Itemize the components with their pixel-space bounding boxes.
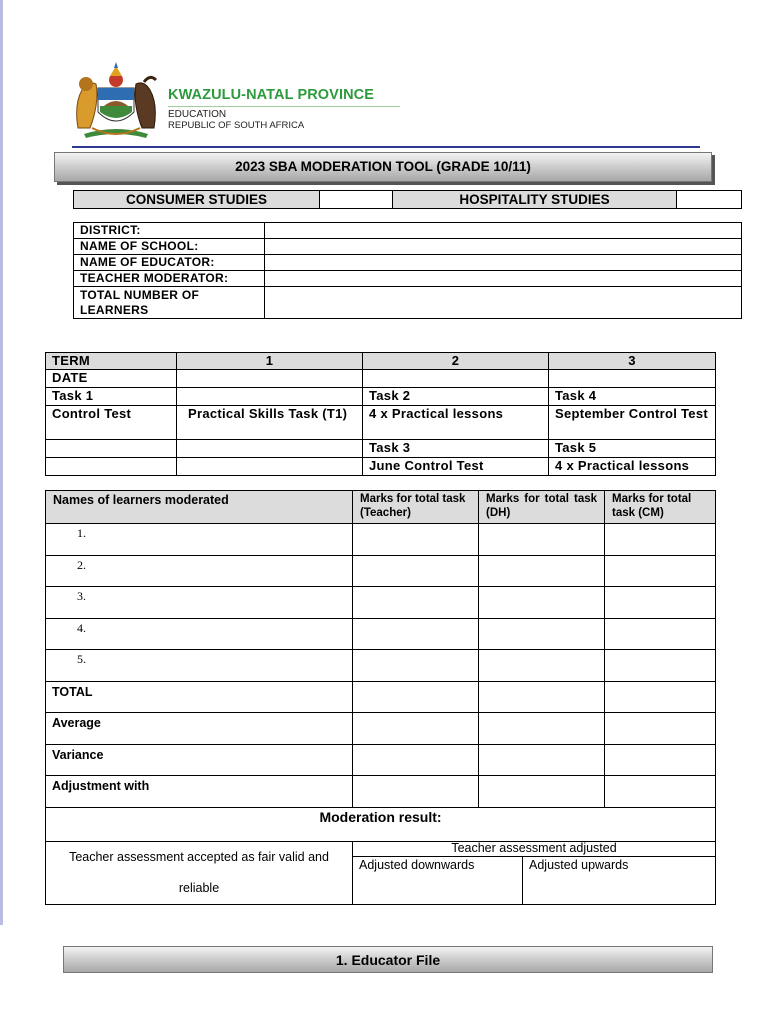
term-cell: Task 2 [363, 388, 549, 406]
total-label: TOTAL [46, 681, 353, 713]
province-name: KWAZULU-NATAL PROVINCE [168, 87, 374, 103]
term-date-cell[interactable] [549, 370, 716, 388]
variance-label: Variance [46, 744, 353, 776]
mark-cell[interactable] [479, 713, 605, 745]
field-label-moderator: TEACHER MODERATOR: [74, 271, 265, 287]
term-date-cell[interactable] [177, 370, 363, 388]
term-cell: Task 1 [46, 388, 177, 406]
term-cell: Task 5 [549, 440, 716, 458]
term-row-label: DATE [46, 370, 177, 388]
mark-cell[interactable] [353, 587, 479, 619]
section-title-educator-file: 1. Educator File [63, 946, 713, 973]
learner-number: 3. [46, 587, 353, 619]
term-cell [46, 440, 177, 458]
learner-number: 4. [46, 618, 353, 650]
mark-cell[interactable] [353, 650, 479, 682]
term-header: TERM [46, 353, 177, 370]
mark-cell[interactable] [479, 555, 605, 587]
average-label: Average [46, 713, 353, 745]
mark-cell[interactable] [479, 587, 605, 619]
mark-cell[interactable] [353, 524, 479, 556]
mark-cell[interactable] [479, 776, 605, 808]
learner-number: 2. [46, 555, 353, 587]
mark-cell[interactable] [605, 587, 716, 619]
term-cell-text: Practical Skills Task (T1) [188, 406, 348, 421]
term-cell: Control Test [46, 406, 177, 440]
term-cell: 4 x Practical lessons [549, 458, 716, 476]
term-tasks-table [45, 352, 716, 476]
learners-moderation-table [45, 490, 716, 905]
learners-names-header: Names of learners moderated [46, 491, 353, 524]
term-cell [46, 458, 177, 476]
learner-number: 1. [46, 524, 353, 556]
term-cell: Task 3 [363, 440, 549, 458]
school-info-table [73, 222, 742, 319]
term-2-header: 2 [363, 353, 549, 370]
mark-cell[interactable] [353, 744, 479, 776]
field-value-moderator[interactable] [265, 271, 742, 287]
mark-cell[interactable] [353, 618, 479, 650]
term-cell [177, 458, 363, 476]
term-cell [177, 388, 363, 406]
term-cell [177, 440, 363, 458]
mark-cell[interactable] [605, 650, 716, 682]
subjects-table [73, 190, 742, 209]
field-value-total-learners[interactable] [265, 287, 742, 319]
marks-teacher-header: Marks for total task (Teacher) [353, 491, 479, 524]
subject-consumer-studies-checkbox[interactable] [320, 191, 393, 209]
mark-cell[interactable] [479, 681, 605, 713]
field-label-district: DISTRICT: [74, 223, 265, 239]
document-title: 2023 SBA MODERATION TOOL (GRADE 10/11) [54, 152, 712, 182]
adjustment-label: Adjustment with [46, 776, 353, 808]
department-name: EDUCATION [168, 109, 227, 120]
country-name: REPUBLIC OF SOUTH AFRICA [168, 120, 305, 131]
mark-cell[interactable] [479, 524, 605, 556]
province-underline [168, 106, 400, 107]
field-label-school: NAME OF SCHOOL: [74, 239, 265, 255]
mark-cell[interactable] [605, 618, 716, 650]
mark-cell[interactable] [605, 681, 716, 713]
marks-cm-header: Marks for total task (CM) [605, 491, 716, 524]
term-3-header: 3 [549, 353, 716, 370]
mark-cell[interactable] [353, 681, 479, 713]
page-left-border [0, 0, 3, 925]
subject-consumer-studies: CONSUMER STUDIES [74, 191, 320, 209]
header-divider [72, 146, 700, 148]
term-1-header: 1 [177, 353, 363, 370]
marks-dh-header: Marks for total task (DH) [479, 491, 605, 524]
term-cell: September Control Test [549, 406, 716, 440]
moderation-result-heading: Moderation result: [46, 807, 716, 841]
term-cell: June Control Test [363, 458, 549, 476]
mark-cell[interactable] [605, 524, 716, 556]
mark-cell[interactable] [353, 713, 479, 745]
field-value-district[interactable] [265, 223, 742, 239]
field-label-total-learners: TOTAL NUMBER OF LEARNERS [74, 287, 265, 319]
mark-cell[interactable] [353, 776, 479, 808]
mark-cell[interactable] [605, 713, 716, 745]
term-cell: Task 4 [549, 388, 716, 406]
mark-cell[interactable] [479, 618, 605, 650]
assessment-accepted-option[interactable]: Teacher assessment accepted as fair valid and reliable [46, 841, 353, 904]
subject-hospitality-studies-checkbox[interactable] [677, 191, 742, 209]
mark-cell[interactable] [605, 776, 716, 808]
adjusted-upwards-option[interactable]: Adjusted upwards [523, 856, 716, 904]
field-value-educator[interactable] [265, 255, 742, 271]
mark-cell[interactable] [479, 650, 605, 682]
term-cell [177, 406, 363, 440]
coat-of-arms-logo [70, 60, 162, 140]
subject-hospitality-studies: HOSPITALITY STUDIES [393, 191, 677, 209]
field-label-educator: NAME OF EDUCATOR: [74, 255, 265, 271]
learner-number: 5. [46, 650, 353, 682]
mark-cell[interactable] [479, 744, 605, 776]
mark-cell[interactable] [605, 555, 716, 587]
mark-cell[interactable] [353, 555, 479, 587]
assessment-adjusted-heading: Teacher assessment adjusted [353, 841, 716, 856]
adjusted-downwards-option[interactable]: Adjusted downwards [353, 856, 523, 904]
field-value-school[interactable] [265, 239, 742, 255]
term-date-cell[interactable] [363, 370, 549, 388]
term-cell: 4 x Practical lessons [363, 406, 549, 440]
mark-cell[interactable] [605, 744, 716, 776]
